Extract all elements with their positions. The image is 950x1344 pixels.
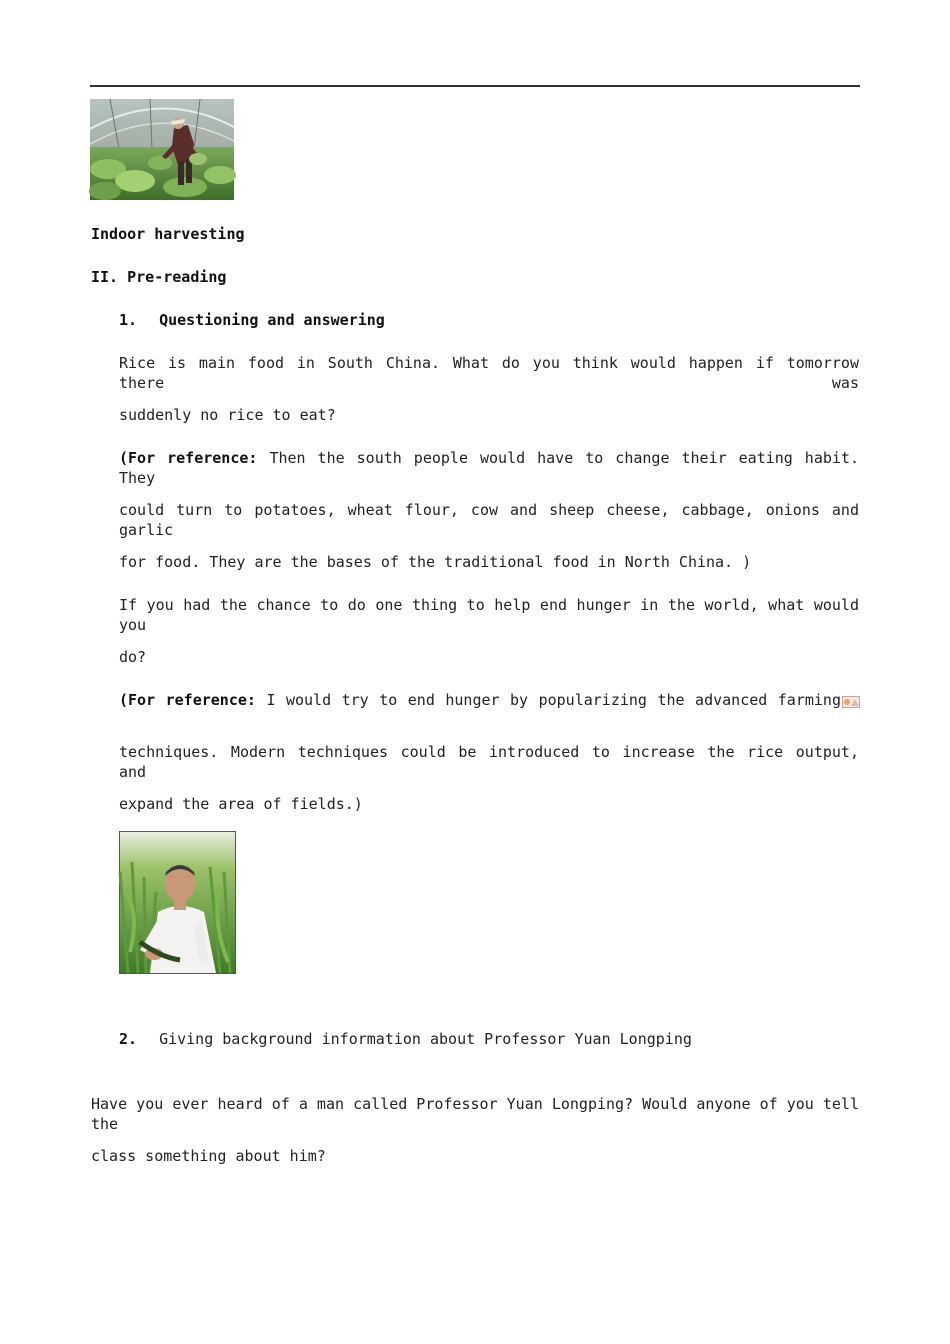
list-item-2-heading bbox=[119, 1029, 692, 1049]
list-item-number: 1. bbox=[119, 311, 138, 329]
reference-2-line-2: techniques. Modern techniques could be introduced to increase the rice output, and bbox=[119, 743, 859, 781]
photo-caption: Indoor harvesting bbox=[91, 225, 245, 243]
reference-label: (For reference: bbox=[119, 449, 258, 467]
closing-line-2: class something about him? bbox=[91, 1147, 326, 1165]
reference-1-line-2: could turn to potatoes, wheat flour, cow and sheep cheese, cabbage, onions and garlic bbox=[119, 501, 859, 539]
section-heading: II. Pre-reading bbox=[91, 268, 227, 286]
reference-text: I would try to end hunger by popularizing the advanced farming bbox=[266, 691, 841, 709]
professor-in-rice-field-photo bbox=[119, 831, 236, 974]
question-1-line-2: suddenly no rice to eat? bbox=[119, 406, 336, 424]
reference-1-line-1 bbox=[119, 448, 859, 487]
closing-line-1: Have you ever heard of a man called Professor Yuan Longping? Would anyone of you tell the bbox=[91, 1095, 859, 1133]
question-1-line-1: Rice is main food in South China. What do you think would happen if tomorrow there was bbox=[119, 354, 859, 392]
list-item-1-heading bbox=[119, 310, 385, 330]
small-image-icon bbox=[842, 694, 860, 706]
reference-1-line-3: for food. They are the bases of the traditional food in North China. ) bbox=[119, 553, 752, 571]
list-item-title: Questioning and answering bbox=[159, 311, 385, 329]
reference-2-line-3: expand the area of fields.) bbox=[119, 795, 363, 813]
reference-2-line-1 bbox=[119, 690, 841, 710]
reference-text: Then the south people would have to change their eating habit. They bbox=[119, 449, 859, 487]
list-item-number: 2. bbox=[119, 1030, 138, 1048]
header-rule bbox=[90, 85, 860, 87]
greenhouse-harvest-photo bbox=[90, 99, 234, 200]
list-item-title: Giving background information about Professor Yuan Longping bbox=[159, 1030, 692, 1048]
question-2-line-2: do? bbox=[119, 648, 147, 666]
reference-label: (For reference: bbox=[119, 691, 256, 709]
question-2-line-1: If you had the chance to do one thing to help end hunger in the world, what would you bbox=[119, 596, 859, 634]
